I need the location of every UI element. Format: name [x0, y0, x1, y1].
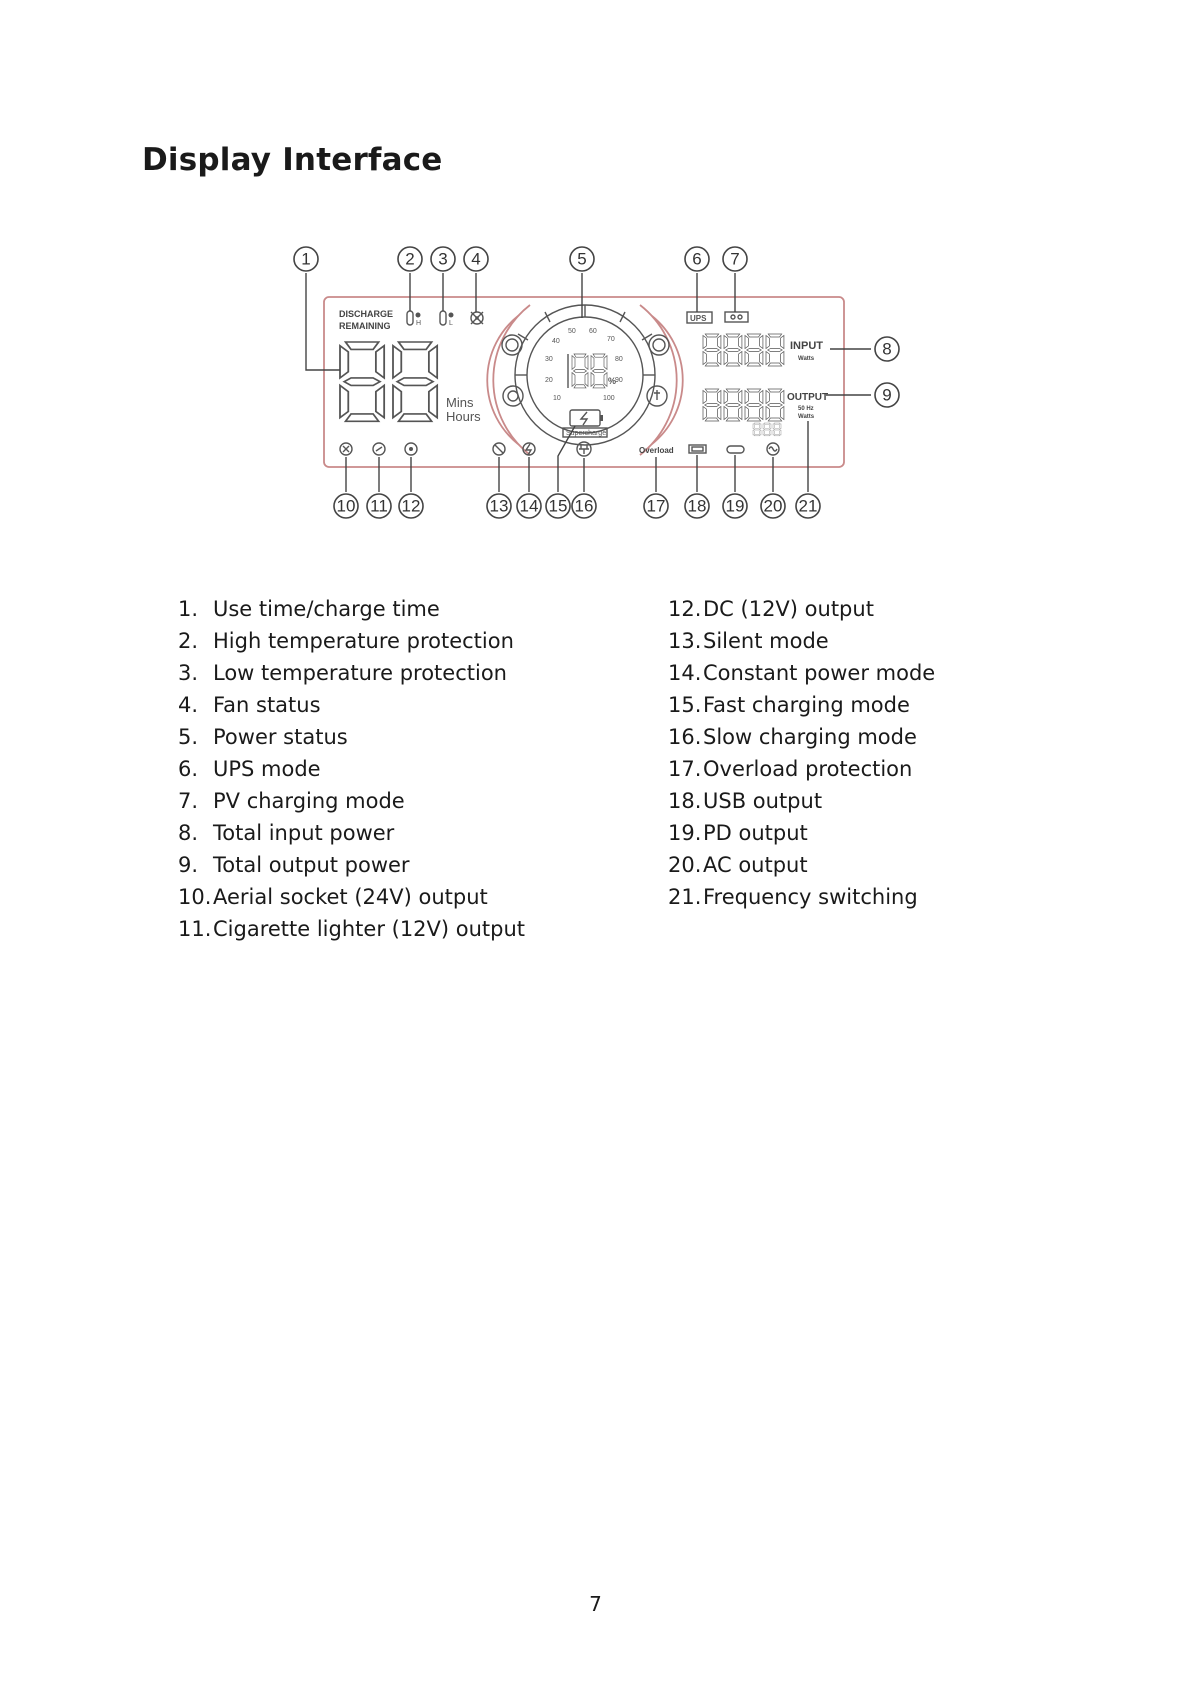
legend-item: [668, 657, 935, 689]
legend-item: [668, 881, 935, 913]
overload-label: Overload: [639, 446, 674, 455]
legend-item-text: PV charging mode: [213, 789, 405, 813]
gauge-tick: 20: [545, 377, 553, 384]
remaining-label: REMAINING: [339, 321, 391, 331]
legend-item-text: Constant power mode: [703, 661, 936, 685]
gauge-tick: 80: [615, 356, 623, 363]
hz-label: 50 Hz: [798, 406, 814, 412]
callout-21: [796, 494, 820, 518]
legend-item-text: Frequency switching: [703, 885, 918, 909]
mins-label: Mins: [446, 395, 474, 410]
callout-7: [723, 247, 747, 271]
percent-sign: %: [608, 376, 617, 386]
high-temp-mark: H: [416, 320, 422, 327]
legend-item: [178, 753, 525, 785]
legend-item-text: AC output: [703, 853, 808, 877]
callout-10: [334, 494, 358, 518]
legend-item-number: 20.: [668, 853, 702, 877]
callout-number: 10: [336, 496, 356, 516]
callout-number: 5: [577, 249, 587, 269]
gauge-top-right-icon: [649, 335, 669, 355]
callout-17: [644, 494, 668, 518]
callout-20: [761, 494, 785, 518]
discharge-label: DISCHARGE: [339, 309, 394, 319]
legend-item: [668, 721, 935, 753]
legend-item-number: 12.: [668, 597, 702, 621]
callout-number: 7: [730, 249, 740, 269]
legend-item: [178, 785, 525, 817]
callout-8: [875, 337, 899, 361]
battery-icon: [570, 410, 603, 426]
callout-14: [517, 494, 541, 518]
frequency-digits: [753, 423, 781, 436]
callout-number: 18: [687, 496, 707, 516]
gauge-tick: 50: [568, 328, 576, 335]
legend-item-number: 17.: [668, 757, 702, 781]
ac-icon: [767, 443, 779, 455]
usb-icon: [689, 445, 706, 453]
callout-11: [367, 494, 391, 518]
legend-item-number: 2.: [178, 629, 199, 653]
callout-number: 17: [646, 496, 666, 516]
legend-item-number: 1.: [178, 597, 199, 621]
output-watts-label: Watts: [798, 414, 815, 420]
legend-item-text: UPS mode: [213, 757, 321, 781]
page-title: Display Interface: [142, 142, 443, 178]
leader-lines: [306, 273, 871, 492]
legend-item: [178, 913, 525, 945]
callout-number: 19: [725, 496, 745, 516]
callout-12: [399, 494, 423, 518]
dc-output-icon: [405, 443, 417, 455]
legend-item-number: 3.: [178, 661, 199, 685]
callout-5: [570, 247, 594, 271]
legend-item-text: Total output power: [213, 853, 410, 877]
legend-item-text: Fast charging mode: [703, 693, 910, 717]
legend-item-number: 15.: [668, 693, 702, 717]
slow-charging-icon: [577, 442, 591, 456]
callout-13: [487, 494, 511, 518]
hours-label: Hours: [446, 409, 481, 424]
legend-left-column: [178, 593, 525, 945]
gauge-arc-right: [640, 305, 677, 455]
percent-digits: [568, 354, 607, 388]
legend-item-text: Fan status: [213, 693, 321, 717]
legend-item-number: 18.: [668, 789, 702, 813]
callout-number: 11: [370, 496, 388, 516]
callout-19: [723, 494, 747, 518]
callout-number: 14: [519, 496, 539, 516]
callout-18: [685, 494, 709, 518]
cigarette-lighter-icon: [373, 443, 385, 455]
pd-icon: [727, 446, 744, 453]
callout-1: [294, 247, 318, 271]
page-number: 7: [589, 1592, 602, 1616]
output-power-digits: [703, 389, 784, 421]
legend-item-text: Aerial socket (24V) output: [213, 885, 488, 909]
legend-item: [178, 625, 525, 657]
legend-item-text: Silent mode: [703, 629, 829, 653]
legend-item: [668, 849, 935, 881]
legend-item: [178, 849, 525, 881]
legend-item: [668, 817, 935, 849]
gauge-tick: 90: [615, 377, 623, 384]
gauge-top-left-icon: [502, 335, 522, 355]
legend-item: [178, 721, 525, 753]
legend-item-number: 11.: [178, 917, 212, 941]
callout-number: 12: [401, 496, 421, 516]
constant-power-icon: [523, 443, 535, 455]
legend-item-text: DC (12V) output: [703, 597, 874, 621]
callout-number: 1: [301, 249, 311, 269]
legend-right-column: [668, 593, 935, 913]
legend-item-number: 13.: [668, 629, 702, 653]
legend-item: [178, 881, 525, 913]
legend-item-number: 16.: [668, 725, 702, 749]
legend-item-text: Low temperature protection: [213, 661, 507, 685]
time-digits: [340, 342, 437, 421]
callout-4: [464, 247, 488, 271]
display-interface-diagram: [0, 0, 1191, 560]
callout-9: [875, 383, 899, 407]
callout-number: 6: [692, 249, 702, 269]
legend-item-text: High temperature protection: [213, 629, 514, 653]
legend-item-number: 7.: [178, 789, 199, 813]
legend-item-text: USB output: [703, 789, 823, 813]
legend-item: [668, 753, 935, 785]
legend-item: [668, 785, 935, 817]
legend-item-number: 14.: [668, 661, 702, 685]
low-temp-icon: [440, 311, 454, 327]
legend-item-text: Overload protection: [703, 757, 913, 781]
gauge-tick: 70: [607, 336, 615, 343]
callout-number: 13: [489, 496, 509, 516]
legend-item-number: 8.: [178, 821, 199, 845]
callout-number: 21: [798, 496, 818, 516]
gauge-tick: 10: [553, 395, 561, 402]
callout-number: 20: [763, 496, 783, 516]
input-label: INPUT: [790, 340, 823, 352]
gauge-bottom-right-icon: [647, 386, 667, 406]
legend-item-text: Slow charging mode: [703, 725, 917, 749]
legend-item-number: 5.: [178, 725, 199, 749]
gauge-arc-left: [493, 305, 530, 455]
legend-item-number: 6.: [178, 757, 199, 781]
gauge-tick: 30: [545, 356, 553, 363]
legend-item-number: 10.: [178, 885, 212, 909]
input-power-digits: [703, 334, 784, 366]
legend-item-number: 21.: [668, 885, 702, 909]
legend-item-text: Use time/charge time: [213, 597, 440, 621]
high-temp-icon: [407, 311, 421, 327]
callout-number: 4: [471, 249, 481, 269]
callout-15: [546, 494, 570, 518]
gauge-tick: 40: [552, 338, 560, 345]
legend-item: [178, 657, 525, 689]
input-watts-label: Watts: [798, 356, 815, 362]
legend-item: [178, 689, 525, 721]
legend-item: [668, 689, 935, 721]
gauge-tick: 100: [603, 395, 615, 402]
supercharge-label: Supercharge: [566, 430, 607, 437]
output-label: OUTPUT: [787, 392, 829, 403]
callout-number: 2: [405, 249, 415, 269]
callout-number: 15: [548, 496, 568, 516]
legend-item-number: 19.: [668, 821, 702, 845]
legend-item-text: Total input power: [213, 821, 395, 845]
gauge-bottom-left-icon: [503, 386, 523, 406]
legend-item-number: 9.: [178, 853, 199, 877]
low-temp-mark: L: [449, 320, 453, 327]
callout-6: [685, 247, 709, 271]
ups-label: UPS: [690, 314, 707, 323]
gauge-tick: 60: [589, 328, 597, 335]
legend-item: [178, 593, 525, 625]
callout-number: 16: [574, 496, 594, 516]
callout-3: [431, 247, 455, 271]
callout-number: 3: [438, 249, 448, 269]
legend-item: [668, 593, 935, 625]
gauge-tick-labels: [545, 328, 623, 402]
silent-mode-icon: [493, 443, 505, 455]
legend-item-text: PD output: [703, 821, 808, 845]
legend-item-text: Power status: [213, 725, 348, 749]
pv-icon: [725, 312, 748, 322]
legend-item: [178, 817, 525, 849]
aerial-socket-icon: [340, 443, 352, 455]
legend-item-text: Cigarette lighter (12V) output: [213, 917, 526, 941]
legend-item: [668, 625, 935, 657]
callout-16: [572, 494, 596, 518]
callout-2: [398, 247, 422, 271]
legend-item-number: 4.: [178, 693, 199, 717]
callout-number: 9: [882, 385, 892, 405]
fan-icon: [471, 312, 483, 324]
callout-number: 8: [882, 339, 892, 359]
